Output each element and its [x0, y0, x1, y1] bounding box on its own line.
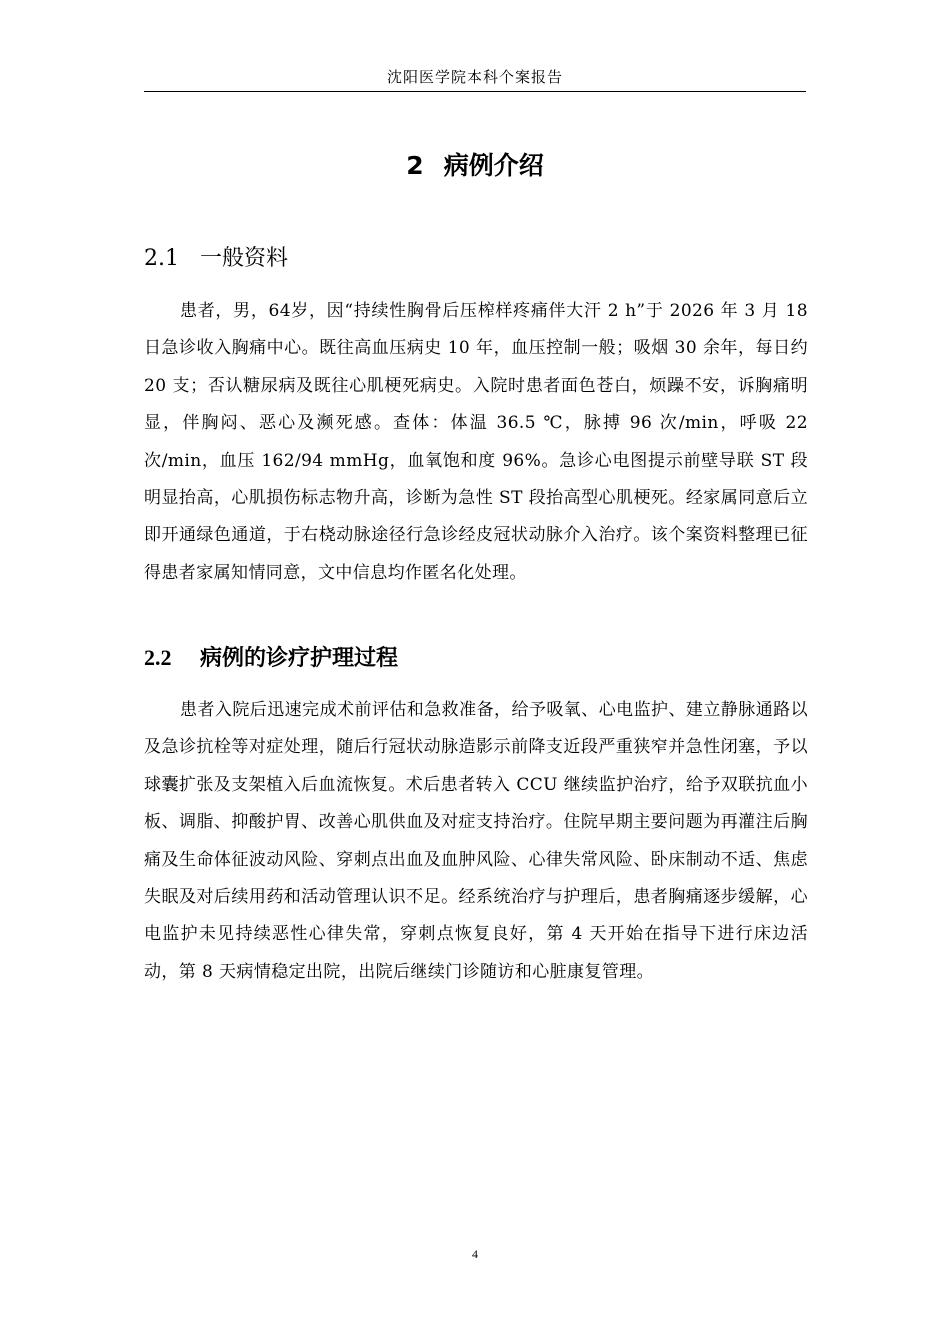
paragraph-treatment-process: 患者入院后迅速完成术前评估和急救准备，给予吸氧、心电监护、建立静脉通路以及急诊抗栓等对症处理，随后行冠状动脉造影示前降支近段严重狭窄并急性闭塞，予以球囊扩张及支架植入后血流恢复。术后患者转入 CCU 继续监护治疗，给予双联抗血小板、调脂、抑酸护胃、改善心肌供血及对症支持治疗。住院早期主要问题为再灌注后胸痛及生命体征波动风险、穿刺点出血及血肿风险、心律失常风险、卧床制动不适、焦虑失眠及对后续用药和活动管理认识不足。经系统治疗与护理后，患者胸痛逐步缓解，心电监护未见持续恶性心律失常，穿刺点恢复良好，第 4 天开始在指导下进行床边活动，第 8 天病情稳定出院，出院后继续门诊随访和心脏康复管理。 — [144, 700, 808, 982]
section-number: 2.1 — [144, 246, 179, 271]
section-title-text: 一般资料 — [200, 246, 289, 271]
section-title-text: 病例的诊疗护理过程 — [200, 646, 399, 671]
running-header: 沈阳医学院本科个案报告 — [386, 68, 563, 86]
chapter-number: 2 — [406, 151, 424, 180]
paragraph-general-info: 患者，男，64岁，因“持续性胸骨后压榨样疼痛伴大汗 2 h”于 2026 年 3 月 18 日急诊收入胸痛中心。既往高血压病史 10 年，血压控制一般；吸烟 30 余年，每日约 20 支；否认糖尿病及既往心肌梗死病史。入院时患者面色苍白，烦躁不安，诉胸痛明显，伴胸闷、恶心及濒死感。查体：体温 36.5 ℃，脉搏 96 次/min，呼吸 22 次/min，血压 162/94 mmHg，血氧饱和度 96%。急诊心电图提示前壁导联 ST 段明显抬高，心肌损伤标志物升高，诊断为急性 ST 段抬高型心肌梗死。经家属同意后立即开通绿色通道，于右桡动脉途径行急诊经皮冠状动脉介入治疗。该个案资料整理已征得患者家属知情同意，文中信息均作匿名化处理。 — [144, 301, 808, 583]
section-heading-treatment-process — [144, 643, 806, 674]
section-number: 2.2 — [144, 645, 172, 670]
header-rule — [144, 91, 806, 92]
page-number: 4 — [472, 1247, 478, 1261]
chapter-title — [144, 148, 806, 184]
chapter-title-text: 病例介绍 — [443, 151, 544, 180]
section-heading-general-info — [144, 244, 806, 274]
